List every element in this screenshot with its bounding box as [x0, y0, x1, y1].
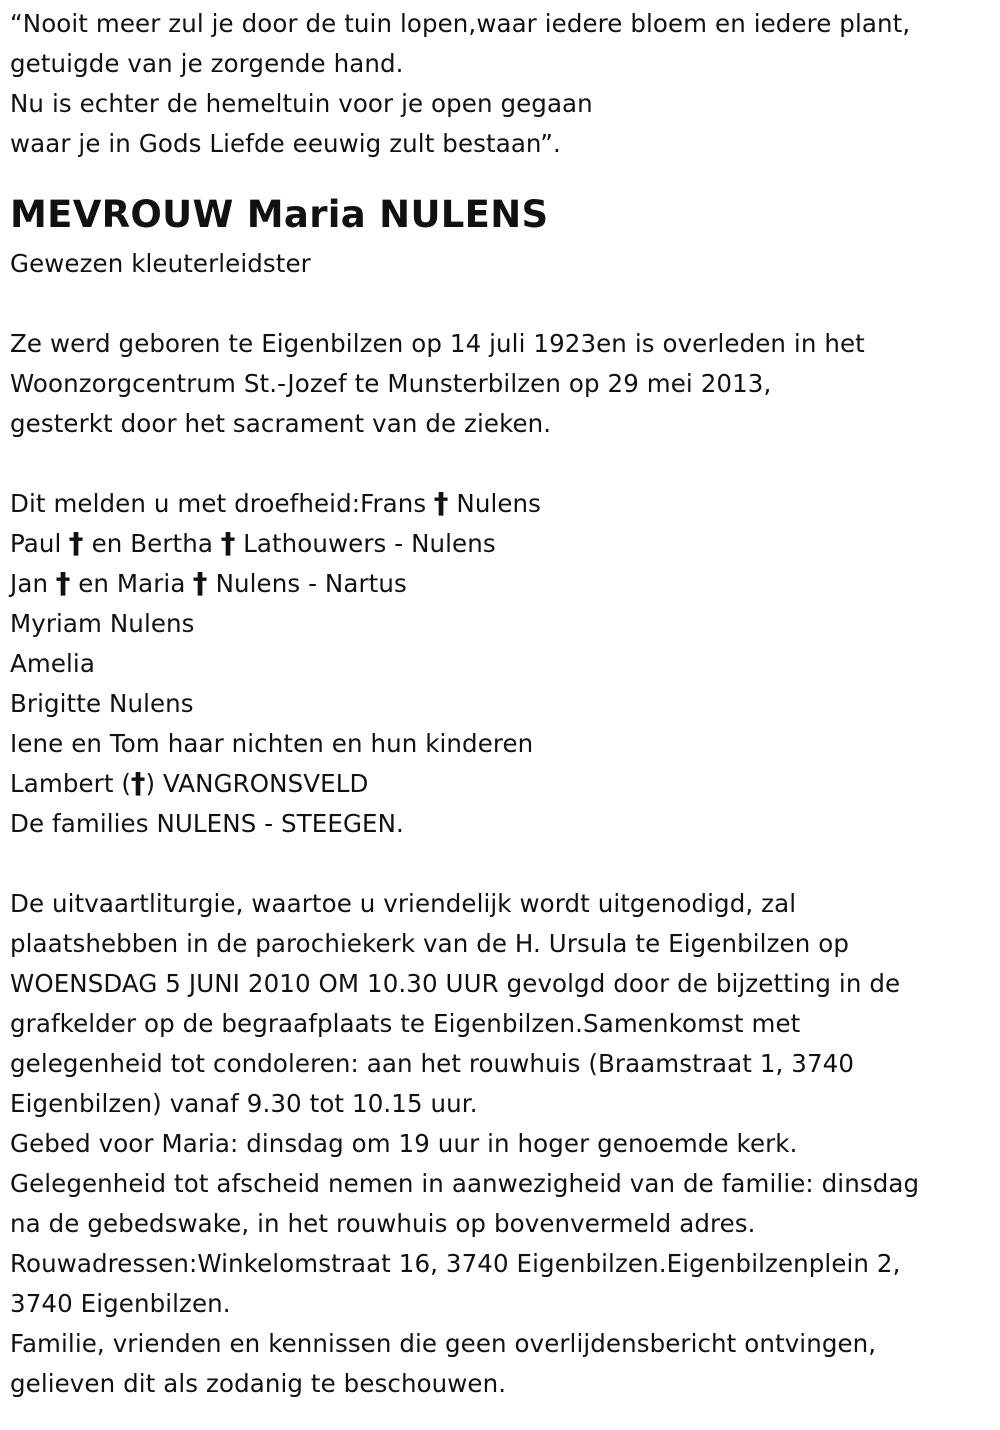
paragraph-line: gesterkt door het sacrament van de zieken.	[10, 409, 552, 438]
family-line: Iene en Tom haar nichten en hun kinderen	[10, 729, 534, 758]
family-line: Brigitte Nulens	[10, 689, 194, 718]
family-text: Nulens	[456, 489, 542, 518]
family-line	[10, 564, 990, 604]
poem-line: waar je in Gods Liefde eeuwig zult bestaan”.	[10, 129, 561, 158]
paragraph-line: grafkelder op de begraafplaats te Eigenbilzen.Samenkomst met	[10, 1009, 801, 1038]
family-text: Dit melden u met droefheid:Frans	[10, 489, 427, 518]
paragraph-line: Familie, vrienden en kennissen die geen overlijdensbericht ontvingen,	[10, 1329, 877, 1358]
paragraph-line: Gebed voor Maria: dinsdag om 19 uur in hoger genoemde kerk.	[10, 1129, 798, 1158]
deceased-name: MEVROUW Maria NULENS	[10, 193, 549, 236]
cross-icon: †	[130, 766, 146, 801]
poem-line: getuigde van je zorgende hand.	[10, 49, 404, 78]
family-text: en Bertha	[91, 529, 213, 558]
family-line: Myriam Nulens	[10, 609, 195, 638]
family-text: Nulens - Nartus	[215, 569, 407, 598]
poem-line: Nu is echter de hemeltuin voor je open gegaan	[10, 89, 593, 118]
paragraph-line: De uitvaartliturgie, waartoe u vriendelijk wordt uitgenodigd, zal	[10, 889, 797, 918]
cross-icon: †	[220, 526, 236, 561]
family-text: Lathouwers - Nulens	[243, 529, 496, 558]
poem	[10, 4, 990, 164]
paragraph-line: 3740 Eigenbilzen.	[10, 1289, 231, 1318]
birth-death-paragraph	[10, 324, 990, 444]
family-line: De families NULENS - STEEGEN.	[10, 809, 404, 838]
funeral-paragraph	[10, 884, 990, 1404]
paragraph-line: Ze werd geboren te Eigenbilzen op 14 juli 1923en is overleden in het	[10, 329, 865, 358]
spacer	[10, 164, 990, 186]
paragraph-line: gelegenheid tot condoleren: aan het rouwhuis (Braamstraat 1, 3740	[10, 1049, 855, 1078]
family-text: en Maria	[78, 569, 186, 598]
paragraph-line: gelieven dit als zodanig te beschouwen.	[10, 1369, 507, 1398]
spacer	[10, 444, 990, 484]
paragraph-line: Gelegenheid tot afscheid nemen in aanwezigheid van de familie: dinsdag	[10, 1169, 920, 1198]
poem-line: “Nooit meer zul je door de tuin lopen,waar iedere bloem en iedere plant,	[10, 9, 911, 38]
cross-icon: †	[55, 566, 71, 601]
cross-icon: †	[193, 566, 208, 601]
paragraph-line: WOENSDAG 5 JUNI 2010 OM 10.30 UUR gevolgd door de bijzetting in de	[10, 969, 901, 998]
cross-icon: †	[69, 526, 84, 561]
paragraph-line: Eigenbilzen) vanaf 9.30 tot 10.15 uur.	[10, 1089, 478, 1118]
paragraph-line: Woonzorgcentrum St.-Jozef te Munsterbilzen op 29 mei 2013,	[10, 369, 772, 398]
cross-icon: †	[433, 486, 449, 521]
family-line	[10, 484, 990, 524]
paragraph-line: plaatshebben in de parochiekerk van de H. Ursula te Eigenbilzen op	[10, 929, 849, 958]
family-line	[10, 524, 990, 564]
family-list	[10, 484, 990, 844]
family-text: Jan	[10, 569, 49, 598]
spacer	[10, 844, 990, 884]
paragraph-line: Rouwadressen:Winkelomstraat 16, 3740 Eigenbilzen.Eigenbilzenplein 2,	[10, 1249, 901, 1278]
family-line	[10, 764, 990, 804]
paragraph-line: na de gebedswake, in het rouwhuis op bovenvermeld adres.	[10, 1209, 756, 1238]
deceased-occupation: Gewezen kleuterleidster	[10, 249, 311, 278]
family-text: Lambert (	[10, 769, 132, 798]
family-line: Amelia	[10, 649, 95, 678]
spacer	[10, 284, 990, 324]
family-text: Paul	[10, 529, 62, 558]
family-text: ) VANGRONSVELD	[145, 769, 369, 798]
